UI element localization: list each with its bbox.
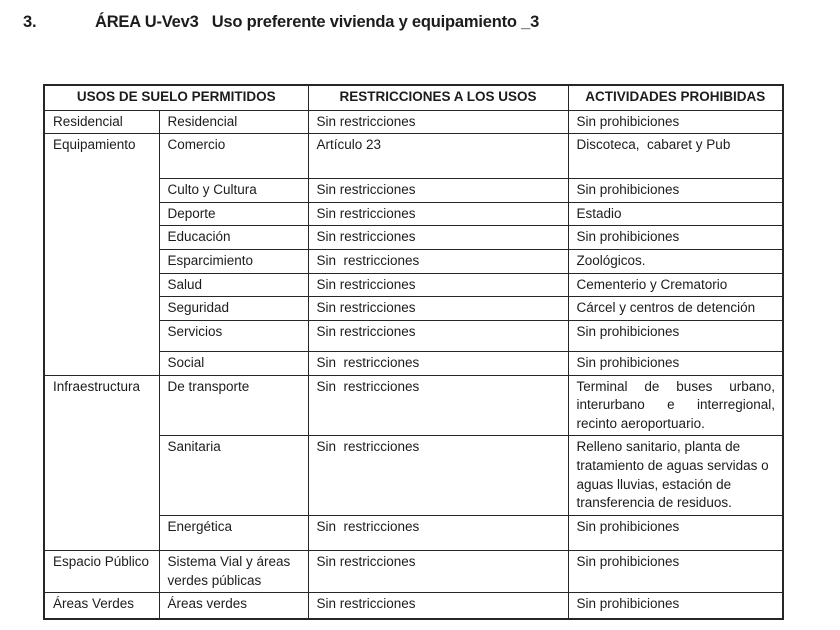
category-cell: Residencial — [44, 110, 159, 134]
header-restricciones-a-los-usos: RESTRICCIONES A LOS USOS — [308, 85, 568, 110]
category-cell: Espacio Público — [44, 550, 159, 592]
use-cell: Comercio — [159, 134, 308, 179]
prohibition-cell: Sin prohibiciones — [568, 320, 783, 351]
prohibition-cell: Zoológicos. — [568, 250, 783, 274]
table-header-row — [44, 85, 783, 110]
prohibition-cell: Sin prohibiciones — [568, 515, 783, 550]
restriction-cell: Sin restricciones — [308, 351, 568, 375]
prohibition-cell: Cementerio y Crematorio — [568, 273, 783, 297]
use-cell: Sanitaria — [159, 436, 308, 516]
prohibition-cell: Relleno sanitario, planta de tratamiento de aguas servidas o aguas lluvias, estación de transferencia de residuos. — [568, 436, 783, 516]
restriction-cell: Sin restricciones — [308, 226, 568, 250]
prohibition-cell: Sin prohibiciones — [568, 179, 783, 203]
use-cell: Áreas verdes — [159, 593, 308, 619]
restriction-cell: Artículo 23 — [308, 134, 568, 179]
category-cell: Infraestructura — [44, 375, 159, 550]
table-row — [44, 550, 783, 592]
prohibition-cell: Cárcel y centros de detención — [568, 297, 783, 321]
header-usos-de-suelo-permitidos: USOS DE SUELO PERMITIDOS — [44, 85, 308, 110]
table-body — [44, 110, 783, 619]
restriction-cell: Sin restricciones — [308, 515, 568, 550]
restriction-cell: Sin restricciones — [308, 179, 568, 203]
restriction-cell: Sin restricciones — [308, 297, 568, 321]
table-row — [44, 593, 783, 619]
page-title: ÁREA U-Vev3 Uso preferente vivienda y equipamiento _3 — [95, 13, 540, 31]
use-cell: Residencial — [159, 110, 308, 134]
use-cell: Culto y Cultura — [159, 179, 308, 203]
table-row — [44, 375, 783, 436]
use-cell: Energética — [159, 515, 308, 550]
use-cell: De transporte — [159, 375, 308, 436]
category-cell: Equipamiento — [44, 134, 159, 375]
use-cell: Social — [159, 351, 308, 375]
restriction-cell: Sin restricciones — [308, 320, 568, 351]
use-cell: Salud — [159, 273, 308, 297]
table-row — [44, 134, 783, 179]
restriction-cell: Sin restricciones — [308, 550, 568, 592]
restriction-cell: Sin restricciones — [308, 250, 568, 274]
use-cell: Servicios — [159, 320, 308, 351]
prohibition-cell: Estadio — [568, 202, 783, 226]
land-use-table — [43, 84, 784, 620]
section-number: 3. — [23, 13, 37, 31]
use-cell: Esparcimiento — [159, 250, 308, 274]
document-heading — [0, 13, 840, 89]
restriction-cell: Sin restricciones — [308, 202, 568, 226]
prohibition-cell: Sin prohibiciones — [568, 226, 783, 250]
prohibition-cell: Sin prohibiciones — [568, 593, 783, 619]
header-actividades-prohibidas: ACTIVIDADES PROHIBIDAS — [568, 85, 783, 110]
prohibition-cell: Terminal de buses urbano, interurbano e interregional, recinto aeroportuario. — [568, 375, 783, 436]
restriction-cell: Sin restricciones — [308, 375, 568, 436]
restriction-cell: Sin restricciones — [308, 110, 568, 134]
restriction-cell: Sin restricciones — [308, 593, 568, 619]
prohibition-cell: Sin prohibiciones — [568, 550, 783, 592]
use-cell: Deporte — [159, 202, 308, 226]
prohibition-cell: Discoteca, cabaret y Pub — [568, 134, 783, 179]
table-row — [44, 110, 783, 134]
use-cell: Educación — [159, 226, 308, 250]
restriction-cell: Sin restricciones — [308, 436, 568, 516]
prohibition-cell: Sin prohibiciones — [568, 110, 783, 134]
category-cell: Áreas Verdes — [44, 593, 159, 619]
restriction-cell: Sin restricciones — [308, 273, 568, 297]
prohibition-cell: Sin prohibiciones — [568, 351, 783, 375]
use-cell: Seguridad — [159, 297, 308, 321]
use-cell: Sistema Vial y áreas verdes públicas — [159, 550, 308, 592]
